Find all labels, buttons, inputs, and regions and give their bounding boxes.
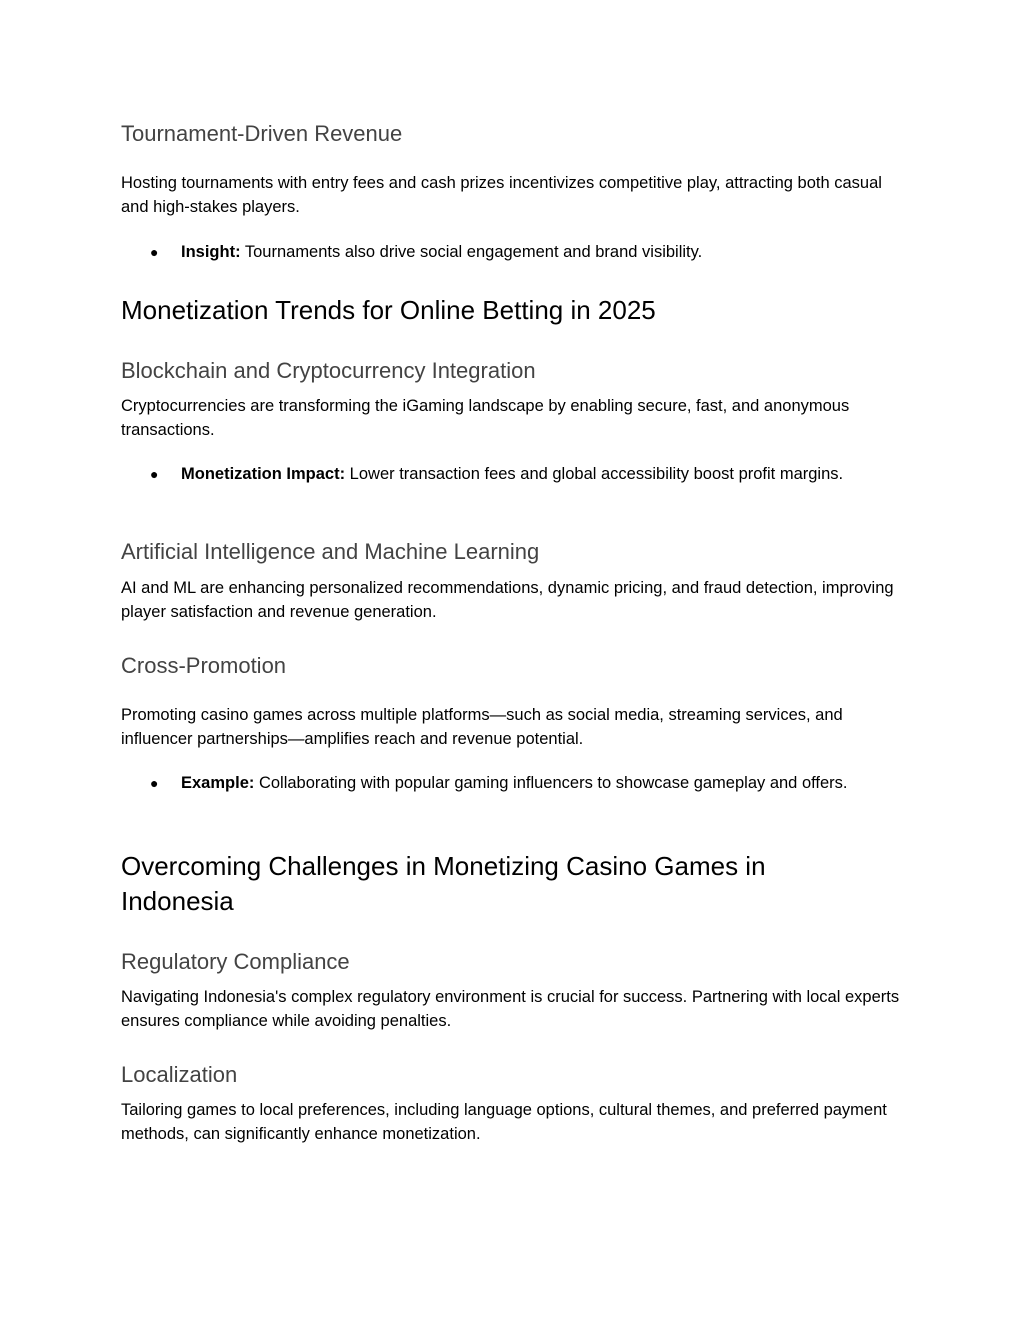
heading-tournament-driven-revenue: Tournament-Driven Revenue (121, 121, 403, 146)
bullet-text (181, 462, 890, 486)
heading-regulatory-compliance: Regulatory Compliance (121, 949, 350, 974)
paragraph-localization: Tailoring games to local preferences, including language options, cultural themes, and preferred payment methods, can significantly enhance monetization. (121, 1101, 887, 1143)
bullet-monetization-impact (150, 462, 890, 486)
bullet-dot-icon: ● (150, 244, 159, 260)
bullet-text (181, 240, 890, 264)
bullet-body: Collaborating with popular gaming influencers to showcase gameplay and offers. (254, 774, 848, 792)
bullet-label: Insight: (181, 243, 241, 261)
heading-ai-ml: Artificial Intelligence and Machine Learning (121, 539, 540, 564)
paragraph-regulatory: Navigating Indonesia's complex regulatory environment is crucial for success. Partnering with local experts ensures compliance while avoiding penalties. (121, 988, 900, 1030)
paragraph-tournament: Hosting tournaments with entry fees and cash prizes incentivizes competitive play, attracting both casual and high-stakes players. (121, 174, 882, 216)
bullet-dot-icon: ● (150, 466, 159, 482)
paragraph-blockchain: Cryptocurrencies are transforming the iGaming landscape by enabling secure, fast, and anonymous transactions. (121, 397, 850, 439)
bullet-label: Monetization Impact: (181, 465, 346, 483)
bullet-example (150, 771, 890, 795)
bullet-dot-icon: ● (150, 775, 159, 791)
heading-overcoming-challenges: Overcoming Challenges in Monetizing Casino Games in Indonesia (121, 851, 766, 916)
heading-monetization-trends: Monetization Trends for Online Betting in 2025 (121, 295, 656, 325)
paragraph-ai-ml: AI and ML are enhancing personalized recommendations, dynamic pricing, and fraud detection, improving player satisfaction and revenue generation. (121, 579, 894, 621)
bullet-text (181, 771, 890, 795)
bullet-insight (150, 240, 890, 264)
bullet-label: Example: (181, 774, 255, 792)
paragraph-cross-promotion: Promoting casino games across multiple platforms—such as social media, streaming services, and influencer partnerships—amplifies reach and revenue potential. (121, 706, 843, 748)
heading-cross-promotion: Cross-Promotion (121, 653, 287, 678)
bullet-body: Tournaments also drive social engagement and brand visibility. (240, 243, 703, 261)
bullet-body: Lower transaction fees and global accessibility boost profit margins. (345, 465, 844, 483)
heading-blockchain: Blockchain and Cryptocurrency Integration (121, 358, 536, 383)
heading-localization: Localization (121, 1062, 238, 1087)
